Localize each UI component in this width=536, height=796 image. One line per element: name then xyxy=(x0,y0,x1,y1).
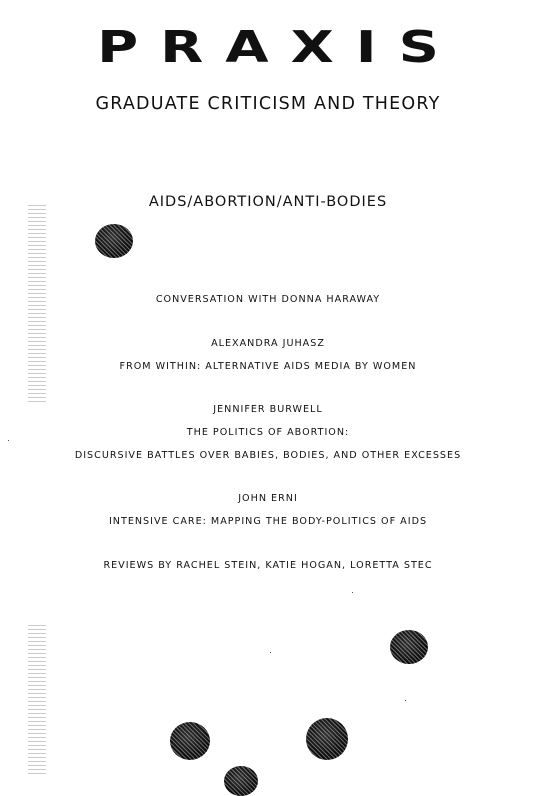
contents-item-4: JENNIFER BURWELL xyxy=(213,404,323,415)
contents-item-8: INTENSIVE CARE: MAPPING THE BODY-POLITICS OF AIDS xyxy=(108,516,428,527)
contents-item-3: FROM WITHIN: ALTERNATIVE AIDS MEDIA BY WOMEN xyxy=(119,361,417,372)
journal-subtitle: GRADUATE CRITICISM AND THEORY xyxy=(95,94,441,114)
issue-theme: AIDS/ABORTION/ANTI-BODIES xyxy=(148,194,388,210)
scan-speck xyxy=(352,592,353,593)
contents-item-6: DISCURSIVE BATTLES OVER BABIES, BODIES, AND OTHER EXCESSES xyxy=(74,450,462,461)
contents-item-2: ALEXANDRA JUHASZ xyxy=(211,338,325,349)
decorative-dot-top xyxy=(95,224,133,258)
scan-edge-noise-bottom xyxy=(28,625,46,775)
decorative-dot-bottom-right xyxy=(306,718,348,760)
contents-item-9: REVIEWS BY RACHEL STEIN, KATIE HOGAN, LORETTA STEC xyxy=(103,560,433,571)
scan-edge-noise-top xyxy=(28,205,46,405)
decorative-dot-bottom-left xyxy=(170,722,210,760)
decorative-dot-right xyxy=(390,630,428,664)
journal-title: PRAXIS xyxy=(97,22,461,73)
scan-speck xyxy=(405,700,406,701)
decorative-dot-bottom-center xyxy=(224,766,258,796)
contents-item-7: JOHN ERNI xyxy=(238,493,298,504)
scan-speck xyxy=(270,652,271,653)
contents-item-1: CONVERSATION WITH DONNA HARAWAY xyxy=(155,294,381,305)
contents-item-5: THE POLITICS OF ABORTION: xyxy=(186,427,350,438)
scan-speck xyxy=(8,440,9,441)
